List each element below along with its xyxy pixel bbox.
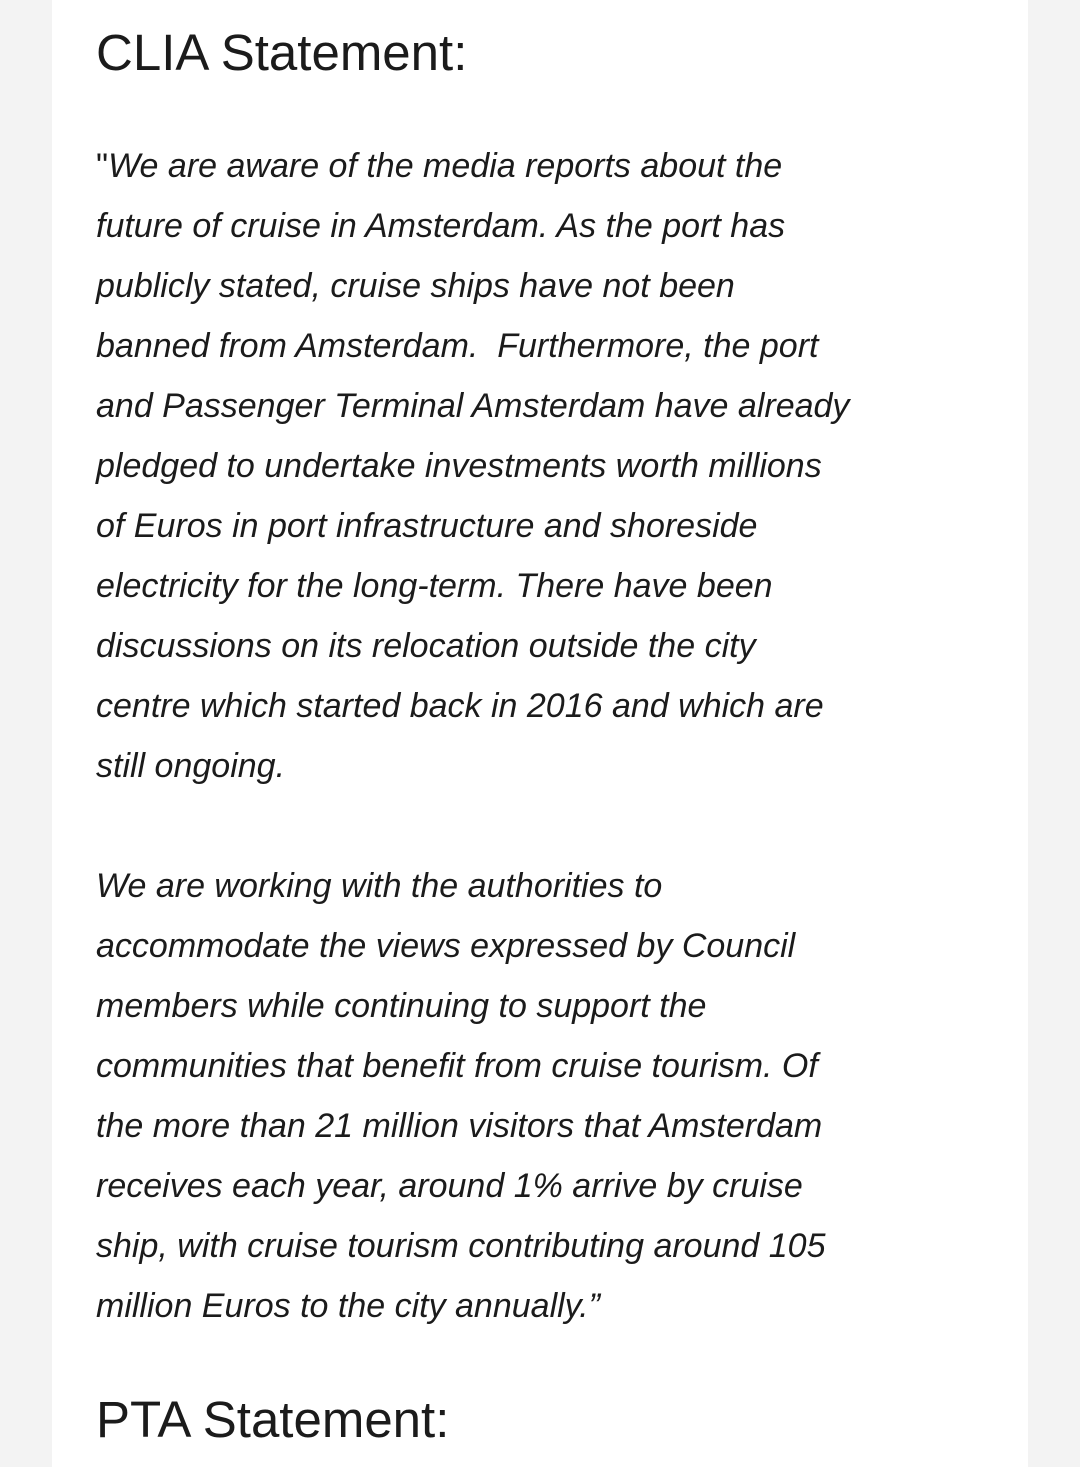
text-line: We are working with the authorities to xyxy=(96,867,663,905)
text-line: discussions on its relocation outside the city xyxy=(96,627,756,665)
clia-quote-paragraph-1 xyxy=(96,136,849,796)
text-line: and Passenger Terminal Amsterdam have already xyxy=(96,387,850,425)
text-line: ship, with cruise tourism contributing around 105 xyxy=(96,1227,826,1265)
text-line: future of cruise in Amsterdam. As the port has xyxy=(96,207,786,245)
text-line: centre which started back in 2016 and which are xyxy=(96,687,824,725)
text-line: still ongoing. xyxy=(96,747,286,785)
text-line: million Euros to the city annually.” xyxy=(96,1287,600,1325)
clia-statement-heading: CLIA Statement: xyxy=(96,24,468,81)
text-line xyxy=(96,136,849,196)
pta-statement-heading: PTA Statement: xyxy=(96,1391,450,1448)
text-line: electricity for the long-term. There have been xyxy=(96,567,773,605)
text-line: accommodate the views expressed by Council xyxy=(96,927,796,965)
text-line-content: We are aware of the media reports about the xyxy=(108,147,783,185)
text-line: receives each year, around 1% arrive by cruise xyxy=(96,1167,803,1205)
text-line: members while continuing to support the xyxy=(96,987,707,1025)
open-quote-mark: " xyxy=(96,147,109,185)
text-line: the more than 21 million visitors that Amsterdam xyxy=(96,1107,823,1145)
text-line: publicly stated, cruise ships have not been xyxy=(96,267,735,305)
text-line: communities that benefit from cruise tourism. Of xyxy=(96,1047,818,1085)
text-line: banned from Amsterdam. Furthermore, the port xyxy=(96,327,819,365)
document-page xyxy=(52,0,1028,1467)
text-line: pledged to undertake investments worth millions xyxy=(96,447,822,485)
clia-quote-paragraph-2 xyxy=(96,856,826,1336)
text-line: of Euros in port infrastructure and shoreside xyxy=(96,507,758,545)
